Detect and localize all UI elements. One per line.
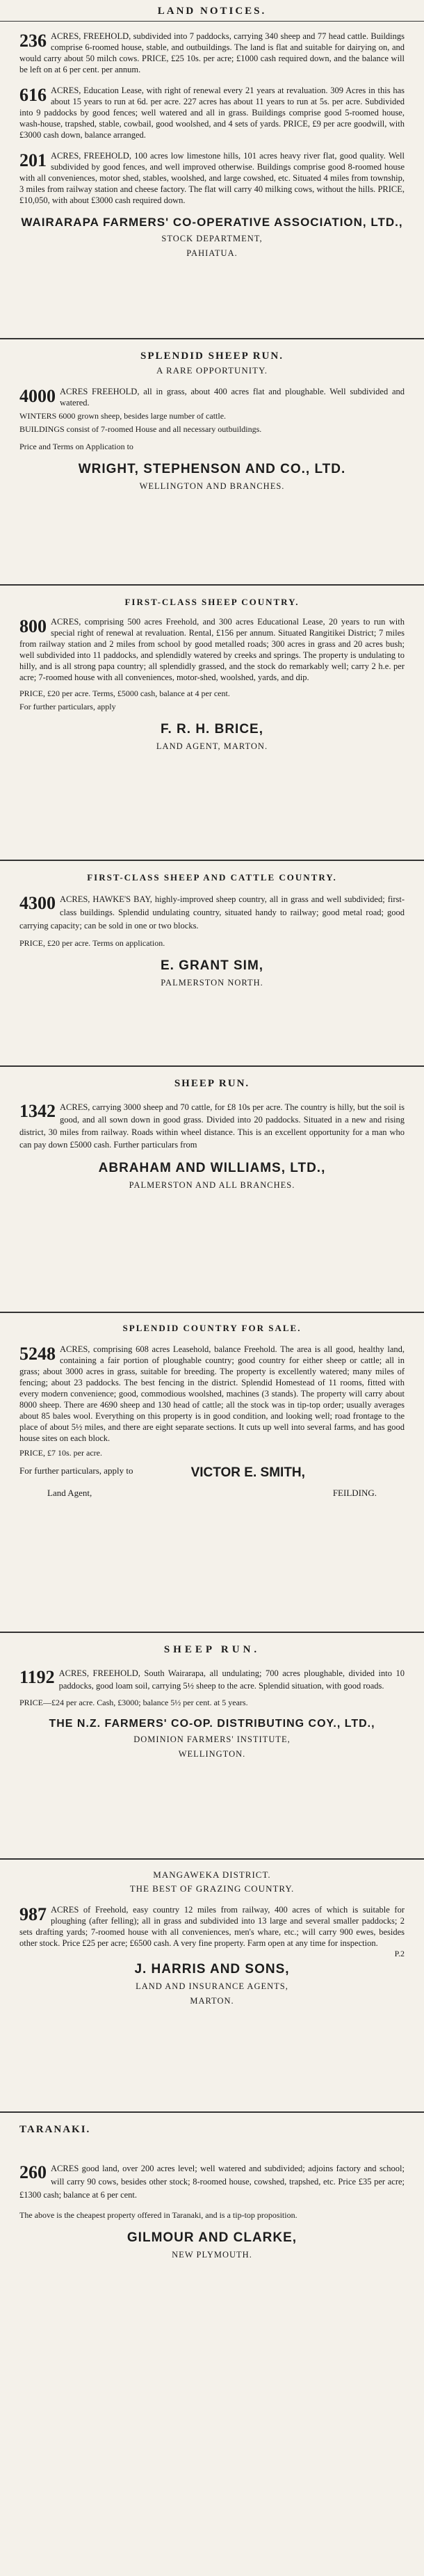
ad-heading: SHEEP RUN. — [163, 1644, 261, 1655]
ad-heading: FIRST-CLASS SHEEP AND CATTLE COUNTRY. — [87, 872, 337, 883]
agent-row — [19, 1465, 405, 1481]
note-line: The above is the cheapest property offered in Taranaki, and is a tip-top proposition. — [19, 2210, 297, 2220]
ad-sheep-cattle-country — [0, 872, 424, 1060]
price-line: PRICE, £20 per acre. Terms, £5000 cash, balance at 4 per cent. — [19, 689, 230, 698]
ad-taranaki — [0, 2124, 424, 2416]
divider — [0, 1632, 424, 1633]
listing-text: ACRES of Freehold, easy country 12 miles from railway, 400 acres of which is suitable for ploughing (after felling); all in grass and subdivided into 13 large and several smaller paddocks; 2 sets drafting yards; 7-roomed house with all conveniences, men's whare, etc.; will carry 900 ewes, besides other stock. Price £25 per acre; £6500 cash. A very fine property. Farm open at any time for inspection. — [19, 1905, 405, 1948]
listing-text: ACRES, carrying 3000 sheep and 70 cattle, for £8 10s per acre. The country is hilly, but the soil is good, and all sown down in good grass. Divided into 20 paddocks. Situated in a new and rising district, 30 miles from railway. Roads within wheel distance. This is an excellent opportunity for a man who can pay down £5000 cash. Further particulars from — [19, 1102, 405, 1150]
agent-name: J. HARRIS AND SONS, — [134, 1962, 290, 1977]
divider — [0, 1858, 424, 1860]
agent-department: STOCK DEPARTMENT, — [161, 234, 263, 243]
listing-616 — [19, 85, 405, 140]
acreage-number: 1192 — [19, 1667, 55, 1687]
acreage-number: 987 — [19, 1904, 47, 1924]
acreage-number: 616 — [19, 85, 47, 105]
agent-town: FEILDING. — [332, 1488, 377, 1498]
acreage-number: 4300 — [19, 893, 56, 913]
listing-1192 — [19, 1667, 405, 1692]
agent-name: ABRAHAM AND WILLIAMS, LTD., — [98, 1161, 326, 1175]
ad-heading: MANGAWEKA DISTRICT. — [153, 1869, 271, 1880]
further-line: For further particulars, apply — [19, 702, 116, 711]
agent-name: VICTOR E. SMITH, — [190, 1465, 305, 1480]
section-header — [0, 6, 424, 17]
acreage-number: 201 — [19, 150, 47, 170]
agent-role-row — [19, 1488, 405, 1499]
listing-text: ACRES, FREEHOLD, 100 acres low limestone hills, 101 acres heavy river flat, good quality. Well subdivided by good fences, and well improved otherwise. Buildings comprise good 8-roomed house with all conveniences, motor shed, stables, woolshed, and large cowshed, etc. Situated 4 miles from township, 3 miles from railway station and cheese factory. The flat will carry 40 milking cows, without the hills. PRICE, £10,050, with about £3000 cash required down. — [19, 151, 405, 205]
agent-town: WELLINGTON. — [178, 1749, 246, 1759]
price-line: PRICE, £20 per acre. Terms on application. — [19, 938, 165, 948]
ad-sheep-run-4000 — [0, 351, 424, 559]
acreage-number: 1342 — [19, 1101, 56, 1121]
agent-name: F. R. H. BRICE, — [160, 722, 263, 736]
ad-reference: P.2 — [394, 1949, 405, 1958]
buildings-line: BUILDINGS consist of 7-roomed House and all necessary outbuildings. — [19, 424, 262, 434]
listing-text: ACRES, HAWKE'S BAY, highly-improved sheep country, all in grass and well subdivided; first-class buildings. Splendid undulating country, situated handy to railway; good metal road; good carrying capacity; can be sold in one or two blocks. — [19, 894, 405, 931]
divider — [0, 1312, 424, 1313]
ad-heading: FIRST-CLASS SHEEP COUNTRY. — [124, 597, 300, 607]
listing-1342 — [19, 1101, 405, 1151]
listing-260 — [19, 2162, 405, 2202]
ad-subheading: A RARE OPPORTUNITY. — [156, 365, 268, 376]
acreage-number: 4000 — [19, 386, 56, 406]
listing-text: ACRES, Education Lease, with right of renewal every 21 years at revaluation. 309 Acres in this has about 15 years to run at 6d. per acre. 227 acres has about 11 years to run at 5s. per acre. Subdivided into 9 paddocks by good fences; well watered and all in grass. Buildings comprise good 5-roomed house, wash-house, trapshed, stable, cowbail, good woolshed, and 4 sets of yards. PRICE, £9 per acre goodwill, with £3000 cash down, balance arranged. — [19, 86, 405, 140]
agent-address: LAND AGENT, MARTON. — [156, 741, 268, 751]
agent-address: WELLINGTON AND BRANCHES. — [139, 481, 285, 491]
listing-text: ACRES, comprising 500 acres Freehold, and 300 acres Educational Lease, 20 years to run with special right of renewal at revaluation. Rental, £156 per annum. Situated Rangitikei District; 7 miles from railway station and 2 miles from school by good metalled roads; 300 acres in grass and 20 acres bush; well subdivided into 11 paddocks, and splendidly watered by creeks and springs. The property is undulating to hilly, and is all strong papa country; all splendidly grassed, and the stock do remarkably well; carry 2 h.e. per acre; 7-roomed house with all conveniences, motor-shed, woolshed, yards, and dip. — [19, 617, 405, 682]
price-line: Price and Terms on Application to — [19, 442, 133, 451]
ad-first-class-sheep — [0, 597, 424, 833]
agent-address: LAND AND INSURANCE AGENTS, — [136, 1981, 288, 1991]
agent-role: Land Agent, — [47, 1488, 92, 1498]
divider — [0, 338, 424, 339]
acreage-number: 236 — [19, 31, 47, 51]
ad-heading: SPLENDID COUNTRY FOR SALE. — [122, 1323, 302, 1333]
agent-name: WRIGHT, STEPHENSON AND CO., LTD. — [78, 462, 346, 476]
ad-splendid-country — [0, 1323, 424, 1622]
section-title: LAND NOTICES. — [157, 6, 267, 17]
listing-4300 — [19, 893, 405, 933]
listing-201 — [19, 150, 405, 206]
ad-heading: TARANAKI. — [19, 2124, 91, 2135]
ad-wairarapa — [0, 29, 424, 307]
acreage-number: 5248 — [19, 1344, 56, 1364]
ad-sheep-run-1192 — [0, 1644, 424, 1846]
ad-sheep-run-1342 — [0, 1078, 424, 1301]
agent-town: NEW PLYMOUTH. — [172, 2250, 252, 2260]
listing-text: ACRES, FREEHOLD, South Wairarapa, all undulating; 700 acres ploughable, divided into 10 paddocks, good loam soil, carrying 5½ sheep to the acre. Splendid situation, with good roads. — [58, 1668, 405, 1691]
ad-heading: SHEEP RUN. — [174, 1078, 250, 1089]
agent-address: PALMERSTON AND ALL BRANCHES. — [129, 1180, 295, 1190]
acreage-number: 800 — [19, 616, 47, 636]
listing-5248 — [19, 1344, 405, 1444]
listing-text: ACRES, comprising 608 acres Leasehold, balance Freehold. The area is all good, healthy land, containing a fair portion of ploughable country; good country for either sheep or cattle; all in grass; about 3000 acres in grass, suitable for breeding. The property is excellently watered; many miles of fencing; about 23 paddocks. The best fencing in the district. Splendid Homestead of 11 rooms, fitted with every modern convenience; good, commodious woolshed, machines (3 stands). The property will carry about 8000 sheep. There are 4690 sheep and 130 head of cattle; all the stock was in tip-top order; usually averages about 85 bales wool. Everything on this property is in good condition, and looking well; road frontage to the place of about 5½ miles, and there are eight separate sections. It cuts up well into several farms, and has good house sites on each block. — [19, 1344, 405, 1443]
listing-987 — [19, 1904, 405, 1949]
divider — [0, 584, 424, 586]
agent-name: E. GRANT SIM, — [160, 958, 264, 973]
agent-name: WAIRARAPA FARMERS' CO-OPERATIVE ASSOCIATION, LTD., — [21, 216, 403, 229]
agent-address: PALMERSTON NORTH. — [161, 978, 263, 988]
listing-text: ACRES, FREEHOLD, subdivided into 7 paddocks, carrying 340 sheep and 77 head cattle. Buildings comprise 6-roomed house, stable, and outbuildings. The land is flat and suitable for dairying on, and would carry about 50 milch cows. PRICE, £25 10s. per acre; £1000 cash required down, and the balance will be left on at 6 per cent. per annum. — [19, 31, 405, 74]
divider — [0, 21, 424, 22]
listing-236 — [19, 31, 405, 75]
price-line: PRICE, £7 10s. per acre. — [19, 1448, 102, 1458]
price-line: PRICE—£24 per acre. Cash, £3000; balance 5½ per cent. at 5 years. — [19, 1698, 248, 1707]
listing-4000 — [19, 386, 405, 408]
divider — [0, 860, 424, 861]
agent-town: PAHIATUA. — [186, 248, 238, 258]
divider — [0, 2111, 424, 2113]
agent-town: MARTON. — [190, 1996, 234, 2006]
agent-name: GILMOUR AND CLARKE, — [127, 2230, 297, 2245]
ad-subheading: THE BEST OF GRAZING COUNTRY. — [129, 1883, 295, 1894]
acreage-number: 260 — [19, 2162, 47, 2182]
divider — [0, 1065, 424, 1067]
listing-text: ACRES good land, over 200 acres level; well watered and subdivided; adjoins factory and school; will carry 90 cows, besides other stock; 8-roomed house, cowshed, trapshed, etc. Price £35 per acre; £1300 cash; balance at 6 per cent. — [19, 2164, 405, 2200]
ad-heading: SPLENDID SHEEP RUN. — [140, 351, 284, 362]
listing-text: ACRES FREEHOLD, all in grass, about 400 acres flat and ploughable. Well subdivided and watered. — [60, 387, 405, 408]
agent-name: THE N.Z. FARMERS' CO-OP. DISTRIBUTING COY., LTD., — [49, 1718, 375, 1730]
further-line: For further particulars, apply to — [19, 1465, 133, 1476]
ad-mangaweka — [0, 1869, 424, 2099]
winters-line: WINTERS 6000 grown sheep, besides large number of cattle. — [19, 411, 227, 421]
agent-address: DOMINION FARMERS' INSTITUTE, — [133, 1734, 291, 1744]
listing-800 — [19, 616, 405, 683]
